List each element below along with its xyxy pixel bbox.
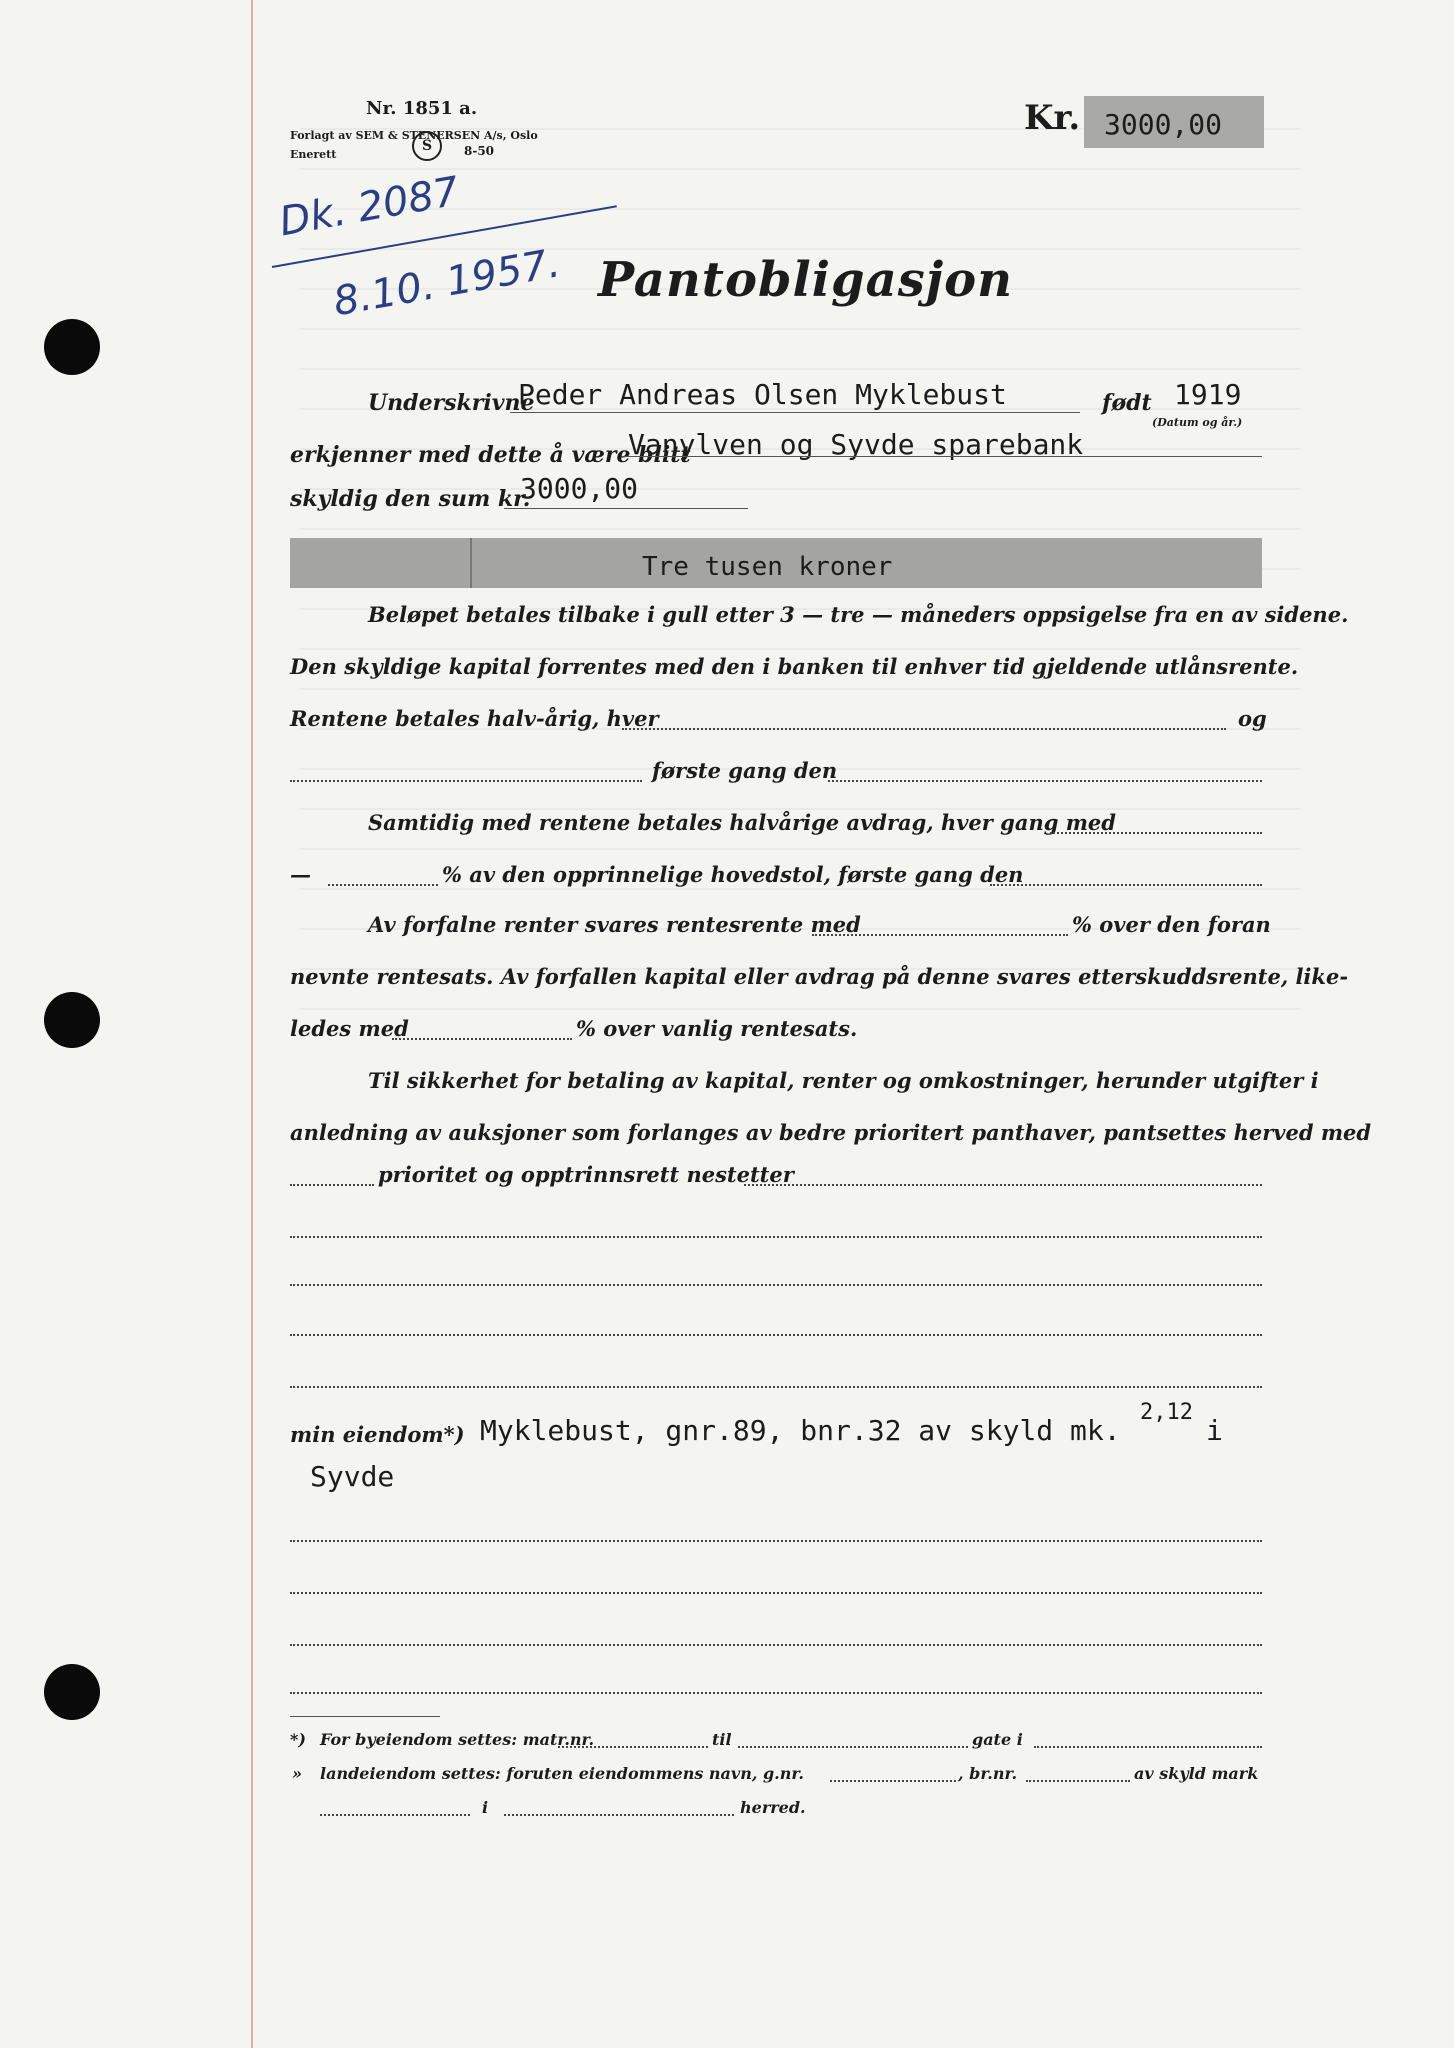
footnote-brnr-field[interactable] bbox=[1026, 1780, 1130, 1782]
creditor-label: erkjenner med dette å være blitt bbox=[290, 442, 691, 468]
terms-line-9: ledes med bbox=[290, 1016, 409, 1041]
born-hint: (Datum og år.) bbox=[1152, 416, 1243, 429]
property-municipality: Syvde bbox=[310, 1460, 395, 1493]
property-line-6[interactable] bbox=[290, 1692, 1262, 1694]
form-number: Nr. 1851 a. bbox=[366, 98, 478, 119]
property-i: i bbox=[1206, 1414, 1223, 1447]
footnote-herred-field[interactable] bbox=[504, 1814, 734, 1816]
terms-line-2: Den skyldige kapital forrentes med den i banken til enhver tid gjeldende utlånsrente. bbox=[290, 654, 1299, 679]
terms-line-3: Rentene betales halv-årig, hver bbox=[290, 706, 659, 731]
publisher-logo: S bbox=[412, 131, 442, 161]
terms-line-9-end: % over vanlig rentesats. bbox=[576, 1016, 858, 1041]
creditor-line bbox=[622, 456, 1262, 457]
punch-hole-top bbox=[44, 319, 100, 375]
footnote-mark-field[interactable] bbox=[320, 1814, 470, 1816]
debtor-line bbox=[510, 412, 1080, 413]
footnote-skyld: av skyld mark bbox=[1134, 1764, 1259, 1783]
interest-frequency-field[interactable] bbox=[622, 728, 1226, 730]
footnote-gnr-field[interactable] bbox=[830, 1780, 956, 1782]
footnote-gate-field[interactable] bbox=[1034, 1746, 1262, 1748]
terms-line-4: første gang den bbox=[652, 758, 838, 783]
first-instalment-date-field[interactable] bbox=[990, 884, 1262, 886]
terms-line-6-dash: — bbox=[290, 862, 311, 887]
terms-line-11: anledning av auksjoner som forlanges av bedre prioritert panthaver, pantsettes herved med bbox=[290, 1120, 1372, 1145]
blank-line-1[interactable] bbox=[290, 1236, 1262, 1238]
margin-line bbox=[251, 0, 253, 2048]
terms-line-7: Av forfalne renter svares rentesrente med bbox=[368, 912, 861, 937]
instalment-percent-field[interactable] bbox=[328, 884, 438, 886]
late-interest-field[interactable] bbox=[392, 1038, 572, 1040]
born-label: født bbox=[1102, 390, 1152, 416]
property-description: Myklebust, gnr.89, bnr.32 av skyld mk. bbox=[480, 1414, 1121, 1447]
blank-line-2[interactable] bbox=[290, 1284, 1262, 1286]
footnote-city-text: For byeiendom settes: matr.nr. bbox=[320, 1730, 595, 1749]
footnote-gate: gate i bbox=[972, 1730, 1023, 1749]
creditor-name: Vanylven og Syvde sparebank bbox=[628, 428, 1084, 461]
blank-line-3[interactable] bbox=[290, 1334, 1262, 1336]
property-line-5[interactable] bbox=[290, 1644, 1262, 1646]
property-skyld: 2,12 bbox=[1140, 1400, 1193, 1425]
publisher-line: Forlagt av SEM & STENERSEN A/s, Oslo bbox=[290, 129, 538, 142]
punch-hole-middle bbox=[44, 992, 100, 1048]
punch-hole-bottom bbox=[44, 1664, 100, 1720]
amount-value: 3000,00 bbox=[1104, 108, 1223, 141]
footnote-mark: *) bbox=[290, 1730, 306, 1749]
debtor-name: Peder Andreas Olsen Myklebust bbox=[518, 378, 1007, 411]
terms-line-6: % av den opprinnelige hovedstol, første gang den bbox=[442, 862, 1024, 887]
terms-line-5: Samtidig med rentene betales halvårige avdrag, hver gang med bbox=[368, 810, 1116, 835]
property-line-3[interactable] bbox=[290, 1540, 1262, 1542]
sum-value: 3000,00 bbox=[520, 472, 639, 505]
footnote-til: til bbox=[712, 1730, 732, 1749]
blank-line-4[interactable] bbox=[290, 1386, 1262, 1388]
interest-field-2[interactable] bbox=[290, 780, 642, 782]
amount-label: Kr. bbox=[1024, 98, 1081, 138]
terms-line-7-end: % over den foran bbox=[1072, 912, 1271, 937]
debtor-label: Underskrivne bbox=[368, 390, 535, 416]
terms-line-8: nevnte rentesats. Av forfallen kapital eller avdrag på denne svares etterskuddsrente, like- bbox=[290, 964, 1349, 989]
amount-words-divider bbox=[470, 538, 472, 588]
first-interest-date-field[interactable] bbox=[828, 780, 1262, 782]
footnote-brnr: , br.nr. bbox=[958, 1764, 1018, 1783]
publisher-rights: Enerett bbox=[290, 148, 337, 161]
footnote-til-field[interactable] bbox=[738, 1746, 968, 1748]
terms-line-12: prioritet og opptrinnsrett nestetter bbox=[378, 1162, 794, 1187]
compound-interest-field[interactable] bbox=[812, 934, 1068, 936]
footnote-ditto: » bbox=[292, 1764, 302, 1783]
footnote-rural-text: landeiendom settes: foruten eiendommens navn, g.nr. bbox=[320, 1764, 804, 1783]
handwritten-date: 8.10. 1957. bbox=[330, 240, 564, 326]
sum-line bbox=[504, 508, 748, 509]
instalment-field[interactable] bbox=[1050, 832, 1262, 834]
priority-field[interactable] bbox=[744, 1184, 1262, 1186]
terms-line-1: Beløpet betales tilbake i gull etter 3 — tre — måneders oppsigelse fra en av sidene. bbox=[368, 602, 1349, 627]
terms-line-10: Til sikkerhet for betaling av kapital, renter og omkostninger, herunder utgifter i bbox=[368, 1068, 1319, 1093]
form-edition: 8-50 bbox=[464, 144, 495, 158]
footnote-herred: herred. bbox=[740, 1798, 806, 1817]
property-line-4[interactable] bbox=[290, 1592, 1262, 1594]
terms-line-3-end: og bbox=[1238, 706, 1267, 731]
priority-field-lead[interactable] bbox=[290, 1184, 374, 1186]
handwritten-reference: Dk. 2087 bbox=[276, 168, 463, 246]
footnote-matr-field[interactable] bbox=[558, 1746, 708, 1748]
footnote-rule bbox=[290, 1716, 440, 1717]
footnote-i: i bbox=[482, 1798, 489, 1817]
document-title: Pantobligasjon bbox=[598, 252, 1013, 308]
born-value: 1919 bbox=[1174, 378, 1242, 411]
property-label: min eiendom*) bbox=[290, 1422, 465, 1447]
sum-label: skyldig den sum kr. bbox=[290, 486, 531, 512]
amount-words: Tre tusen kroner bbox=[642, 552, 893, 582]
